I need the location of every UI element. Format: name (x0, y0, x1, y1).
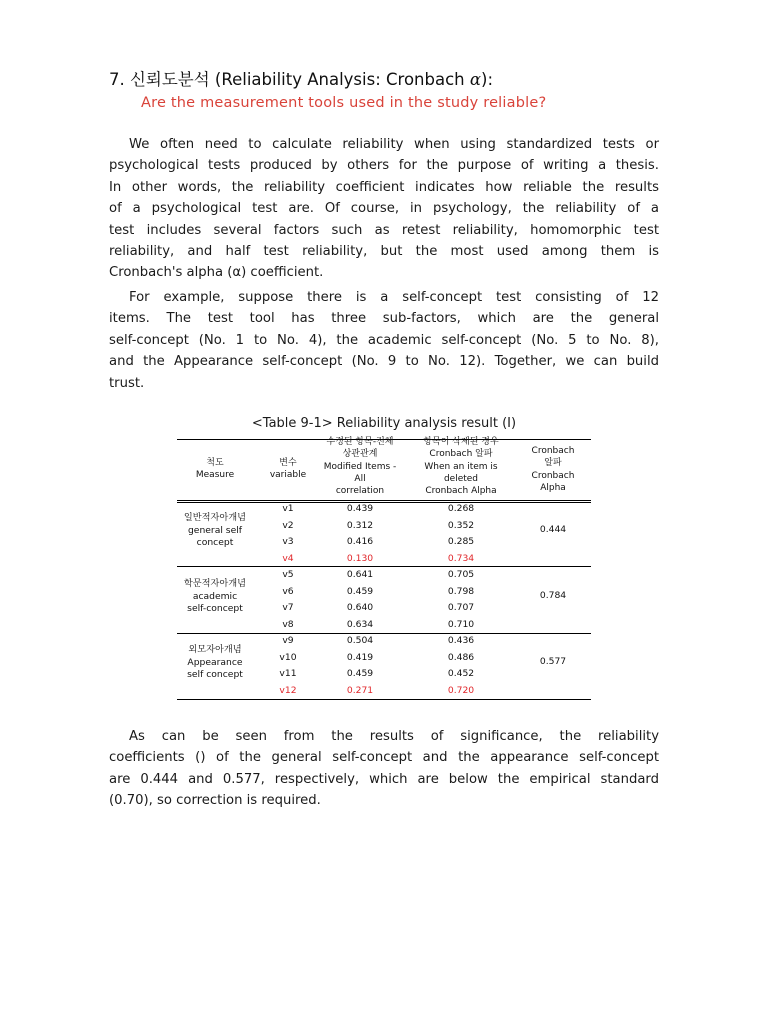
table-cell-variable: v8 (282, 619, 294, 631)
table-cell-variable: v9 (282, 635, 294, 646)
table-cell-alpha-if-deleted: 0.436 (447, 635, 475, 646)
paragraph-line: As can be seen from the results of significance, the reliability (129, 729, 659, 744)
table-cell-variable: v12 (279, 685, 297, 697)
table-cell-measure-name: general self (187, 524, 243, 536)
table-cell-correlation: 0.312 (346, 519, 374, 531)
paragraph-conclusion (109, 726, 659, 812)
table-cell-alpha-if-deleted: 0.707 (447, 602, 475, 614)
table-cell-measure-name: concept (196, 537, 234, 548)
table-cell-correlation: 0.130 (346, 553, 374, 565)
paragraph-line: of a psychological test are. Of course, in psychology, the reliability of a (109, 201, 659, 217)
table-cell-alpha-if-deleted: 0.734 (447, 553, 475, 565)
paragraph-example (109, 287, 659, 394)
header-deleted-line: Cronbach Alpha (425, 486, 497, 497)
paragraph-line: test includes several factors such as retest reliability, homomorphic test (109, 222, 659, 238)
table-cell-alpha-if-deleted: 0.452 (447, 668, 475, 680)
table-caption: <Table 9-1> Reliability analysis result (I) (251, 416, 517, 431)
table-cell-alpha-if-deleted: 0.268 (447, 503, 475, 514)
table-bottom-rule (177, 699, 591, 700)
paragraph-line: trust. (109, 375, 145, 391)
header-modified-line: correlation (335, 486, 385, 497)
header-alpha-line: Cronbach (531, 470, 575, 481)
header-measure-line: 척도 (206, 458, 224, 468)
paragraph-line: self-concept (No. 1 to No. 4), the academic self-concept (No. 5 to No. 8), (109, 332, 659, 348)
table-cell-variable: v11 (279, 668, 297, 680)
table-cell-alpha-if-deleted: 0.352 (447, 519, 475, 531)
section-heading (109, 66, 493, 90)
table-cell-variable: v7 (282, 602, 294, 614)
paragraph-line: reliability, and half test reliability, but the most used among them is (109, 243, 659, 259)
table-cell-alpha-if-deleted: 0.710 (447, 619, 475, 631)
table-header-rule (177, 500, 591, 501)
paragraph-line: Cronbach's alpha (α) coefficient. (109, 265, 324, 281)
table-cell-alpha-if-deleted: 0.285 (447, 536, 475, 548)
header-deleted-line: deleted (443, 473, 479, 484)
table-cell-alpha-if-deleted: 0.798 (447, 585, 475, 597)
table-cell-cronbach-alpha: 0.784 (539, 590, 567, 602)
table-cell-cronbach-alpha: 0.444 (539, 524, 567, 536)
paragraph-line: coefficients () of the general self-concept and the appearance self-concept (109, 750, 659, 766)
section-subheading: Are the measurement tools used in the study reliable? (141, 95, 547, 111)
table-cell-correlation: 0.271 (346, 685, 374, 697)
header-modified-line: Modified Items - (323, 461, 397, 472)
table-cell-correlation: 0.640 (346, 602, 374, 614)
table-cell-correlation: 0.459 (346, 668, 374, 680)
table-cell-measure-name: self concept (187, 669, 243, 680)
table-cell-variable: v6 (282, 585, 294, 597)
header-modified-line: All (354, 473, 366, 484)
table-cell-alpha-if-deleted: 0.705 (447, 569, 475, 580)
table-cell-measure-name: academic (192, 590, 238, 602)
paragraph-line: In other words, the reliability coefficient indicates how reliable the results (109, 179, 659, 195)
heading-alpha-symbol: α (469, 70, 482, 89)
table-cell-correlation: 0.504 (346, 635, 374, 646)
table-group-rule (177, 566, 591, 567)
table-cell-alpha-if-deleted: 0.720 (447, 685, 475, 697)
header-variable-line: variable (269, 470, 307, 481)
table-cell-measure-name: 학문적자아개념 (183, 578, 247, 590)
table-cell-correlation: 0.459 (346, 585, 374, 597)
header-modified-line: 수정된 항목-전체 (326, 437, 394, 447)
header-alpha-line: Cronbach (531, 446, 575, 456)
table-cell-correlation: 0.419 (346, 651, 374, 663)
table-cell-variable: v3 (282, 536, 294, 548)
table-cell-variable: v5 (282, 569, 294, 580)
header-alpha-line: Alpha (540, 482, 566, 493)
paragraph-line: For example, suppose there is a self-concept test consisting of 12 (129, 290, 659, 305)
paragraph-line: items. The test tool has three sub-factors, which are the general (109, 311, 659, 327)
table-cell-variable: v10 (279, 651, 297, 663)
header-deleted-line: When an item is (424, 461, 498, 472)
header-deleted-line: 항목이 삭제된 경우 (423, 437, 499, 447)
paragraph-line: are 0.444 and 0.577, respectively, which are below the empirical standard (109, 771, 659, 787)
table-cell-correlation: 0.641 (346, 569, 374, 580)
table-cell-measure-name: self-concept (187, 603, 243, 614)
header-deleted-line: Cronbach 알파 (429, 449, 493, 460)
heading-prefix: 7. 신뢰도분석 (Reliability Analysis: Cronbach (109, 70, 470, 89)
header-measure-line: Measure (195, 470, 235, 481)
table-group-rule (177, 633, 591, 634)
table-cell-measure-name: 일반적자아개념 (183, 512, 247, 524)
paragraph-line: and the Appearance self-concept (No. 9 to No. 12). Together, we can build (109, 354, 659, 370)
paragraph-line: psychological tests produced by others for the purpose of writing a thesis. (109, 158, 659, 174)
table-cell-cronbach-alpha: 0.577 (539, 656, 567, 668)
table-cell-correlation: 0.634 (346, 619, 374, 631)
header-alpha-line: 알파 (544, 458, 562, 469)
table-cell-measure-name: Appearance (187, 656, 243, 668)
paragraph-line: (0.70), so correction is required. (109, 793, 321, 809)
paragraph-intro (109, 134, 659, 284)
header-modified-line: 상관관계 (342, 449, 378, 460)
table-cell-correlation: 0.416 (346, 536, 374, 548)
table-cell-alpha-if-deleted: 0.486 (447, 651, 475, 663)
paragraph-line: We often need to calculate reliability when using standardized tests or (129, 137, 659, 152)
header-variable-line: 변수 (279, 458, 297, 468)
table-cell-variable: v4 (282, 553, 294, 565)
table-cell-variable: v2 (282, 519, 294, 531)
reliability-table (177, 439, 591, 701)
heading-suffix: ): (481, 70, 494, 89)
table-cell-measure-name: 외모자아개념 (188, 644, 242, 656)
table-cell-correlation: 0.439 (346, 503, 374, 514)
table-cell-variable: v1 (282, 503, 294, 514)
